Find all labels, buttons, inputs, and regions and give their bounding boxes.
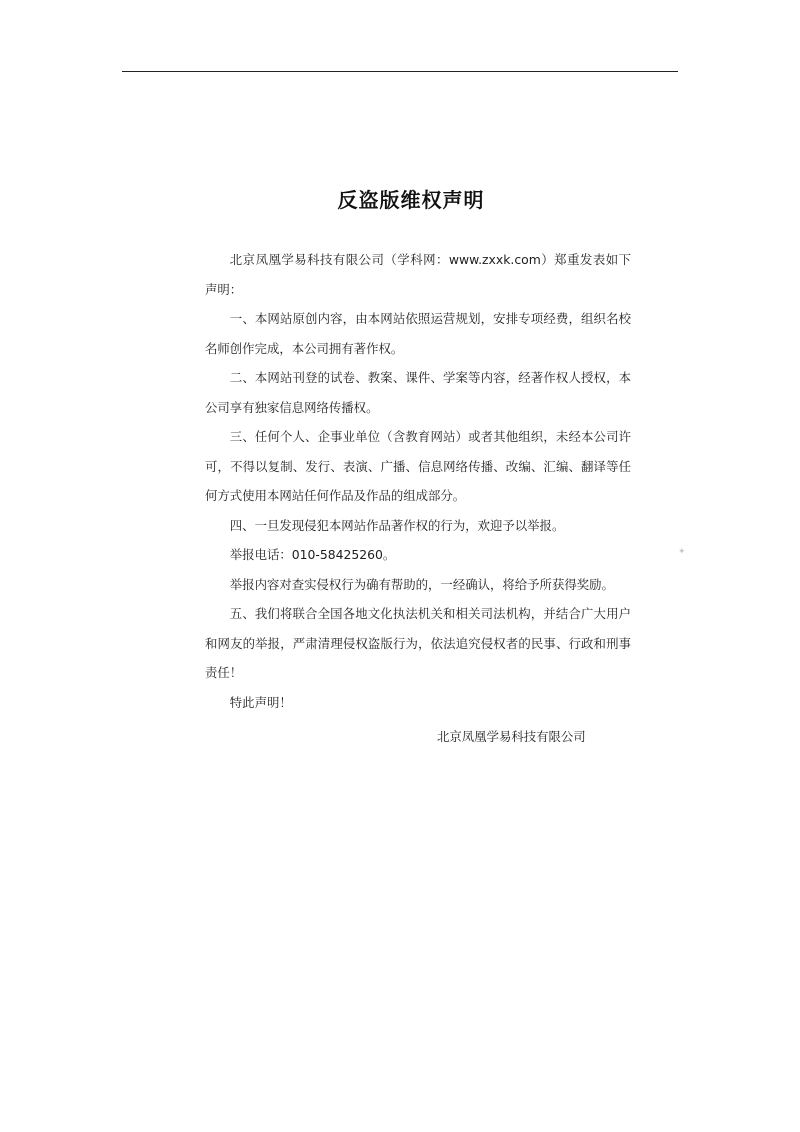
clause-four: 四、一旦发现侵犯本网站作品著作权的行为，欢迎予以举报。 (229, 517, 565, 533)
scan-speck-mark: ✦ (678, 547, 686, 557)
closing-statement: 特此声明！ (229, 694, 292, 710)
clause-two: 二、本网站刊登的试卷、教案、课件、学案等内容，经著作权人授权，本公司享有独家信息网络传播权。 (205, 370, 631, 415)
top-rule (122, 71, 678, 72)
company-signature: 北京凤凰学易科技有限公司 (437, 729, 586, 744)
clause-five: 五、我们将联合全国各地文化执法机关和相关司法机构，并结合广大用户和网友的举报，严肃清理侵权盗版行为，依法追究侵权者的民事、行政和刑事责任！ (205, 606, 631, 680)
document-title: 反盗版维权声明 (337, 188, 485, 212)
clause-one: 一、本网站原创内容，由本网站依照运营规划，安排专项经费，组织名校名师创作完成，本公司拥有著作权。 (205, 311, 631, 356)
report-phone: 举报电话：010-58425260。 (229, 547, 396, 562)
statement-intro: 北京凤凰学易科技有限公司（学科网：www.zxxk.com）郑重发表如下声明： (205, 252, 631, 297)
report-reward: 举报内容对查实侵权行为确有帮助的，一经确认，将给予所获得奖励。 (229, 576, 614, 592)
document-body (205, 245, 631, 717)
clause-three: 三、任何个人、企事业单位（含教育网站）或者其他组织，未经本公司许可，不得以复制、发行、表演、广播、信息网络传播、改编、汇编、翻译等任何方式使用本网站任何作品及作品的组成部分。 (205, 429, 631, 503)
